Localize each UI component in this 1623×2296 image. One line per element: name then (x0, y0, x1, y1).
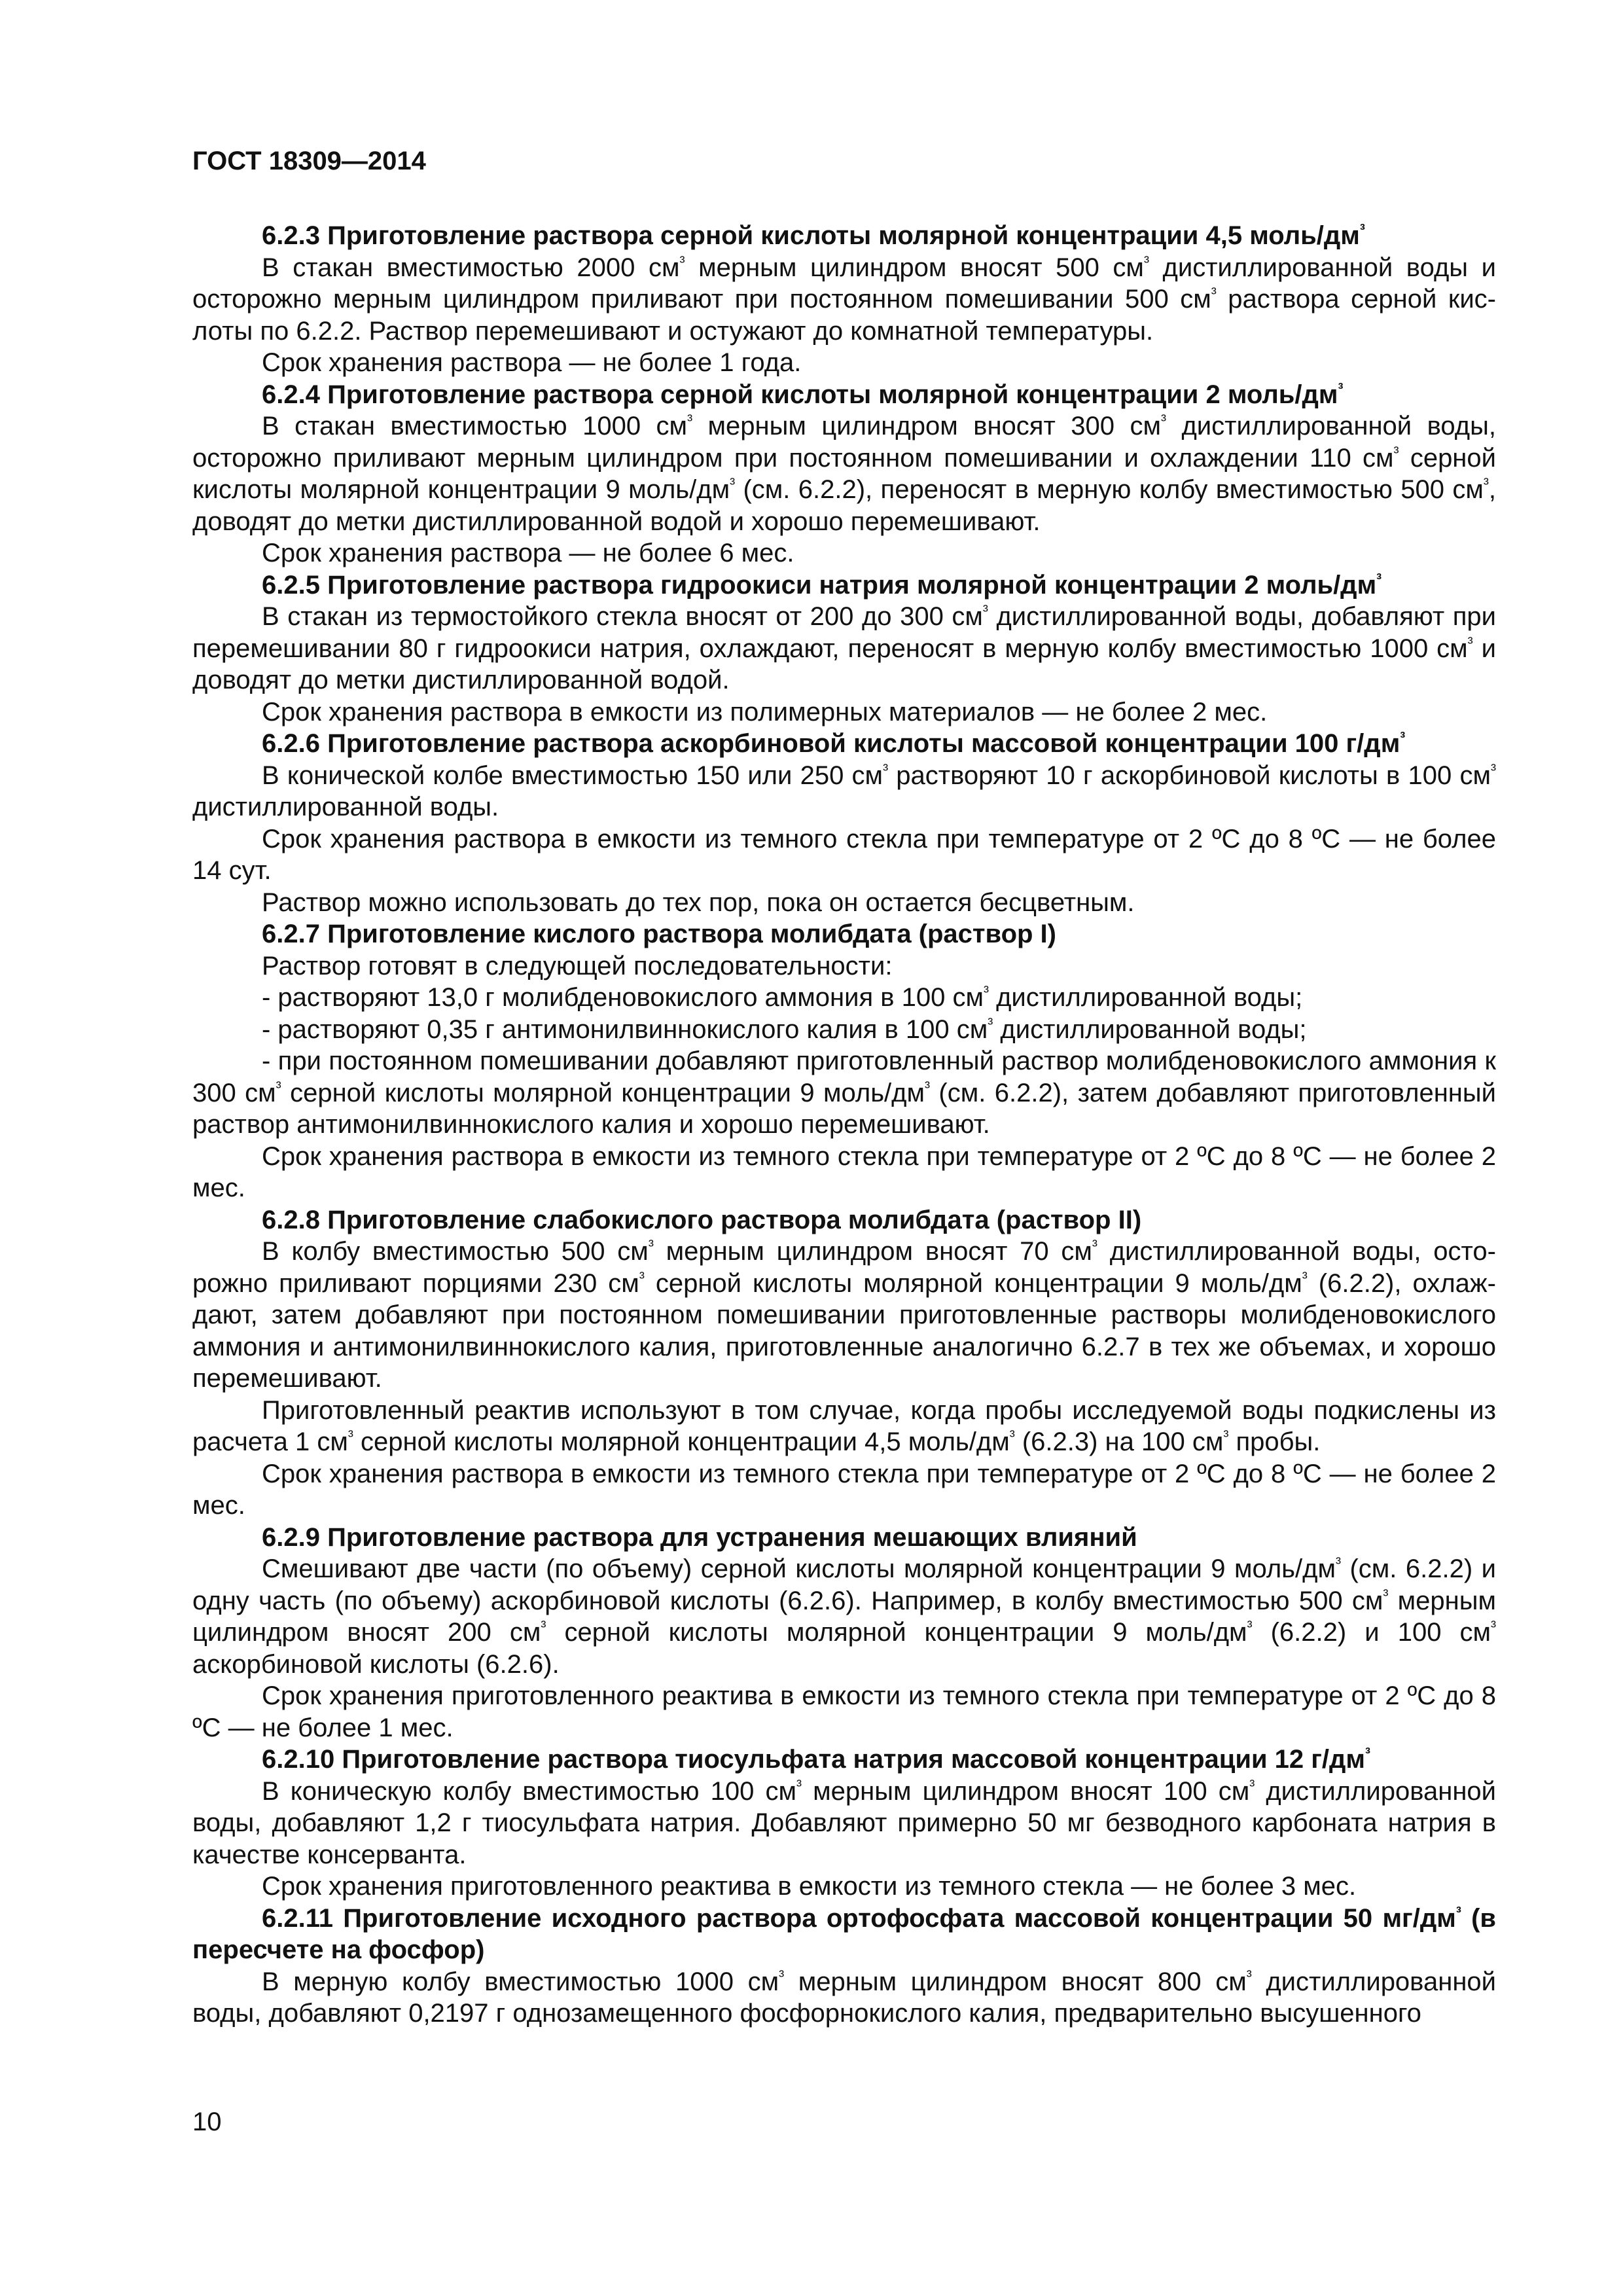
section-heading: 6.2.8 Приготовление слабокислого раствора молибдата (раствор II) (262, 1205, 1142, 1234)
document-body (192, 220, 1496, 2030)
paragraph: Раствор можно использовать до тех пор, пока он остается бесцветным. (262, 888, 1135, 917)
paragraph: Срок хранения раствора в емкости из темного стекла при температуре от 2 ºС до 8 ºС — не более 14 сут. (192, 824, 1496, 885)
paragraph: В стакан вместимостью 1000 $см^{^3}$ мерным цилиндром вносят 300 $см^{^3}$ дистиллированной воды, осторожно приливают мерным цилиндром при постоянном помешивании и охлаждении 110 $см^{^3}$ серной кислоты молярной концентрации 9 моль/$дм^{^3}$ (см. 6.2.2), переносят в мерную колбу вместимостью 500 $см^{^3}$, доводят до метки дистиллированной водой и хорошо перемешивают. (192, 412, 1497, 536)
section-heading: 6.2.9 Приготовление раствора для устранения мешающих влияний (262, 1522, 1137, 1552)
section-6-2-5 (192, 569, 1496, 728)
list-item: - растворяют 0,35 г антимонилвиннокислого калия в 100 $см^{^3}$ дистиллированной воды; (262, 1014, 1307, 1044)
paragraph: Срок хранения раствора — не более 6 мес. (262, 539, 794, 567)
paragraph: В стакан вместимостью 2000 $см^{^3}$ мерным цилиндром вносят 500 $см^{^3}$ дистиллированной воды и осторожно мерным цилиндром приливают при постоянном помешивании 500 $см^{^3}$ раствора серной кислоты по 6.2.2. Раствор перемешивают и остужают до комнатной температуры. (192, 253, 1496, 346)
paragraph: В мерную колбу вместимостью 1000 $см^{^3}$ мерным цилиндром вносят 800 $см^{^3}$ дистиллированной воды, добавляют 0,2197 г однозамещенного фосфорнокислого калия, предварительно высушенного (192, 1967, 1496, 2028)
section-heading: 6.2.6 Приготовление раствора аскорбиновой кислоты массовой концентрации 100 $г/дм^{^3}$ (262, 729, 1406, 758)
paragraph: Раствор готовят в следующей последовательности: (262, 951, 893, 980)
section-6-2-11 (192, 1903, 1496, 2030)
paragraph: В коническую колбу вместимостью 100 $см^{^3}$ мерным цилиндром вносят 100 $см^{^3}$ дистиллированной воды, добавляют 1,2 г тиосульфата натрия. Добавляют примерно 50 мг безводного карбоната натрия в качестве консерванта. (192, 1776, 1497, 1869)
section-heading: 6.2.3 Приготовление раствора серной кислоты молярной концентрации 4,5 моль/$дм^{^3}$ (262, 221, 1365, 250)
section-6-2-8 (192, 1204, 1496, 1522)
paragraph: Срок хранения приготовленного реактива в емкости из темного стекла — не более 3 мес. (262, 1872, 1357, 1901)
section-6-2-6 (192, 728, 1496, 918)
paragraph: Срок хранения раствора в емкости из темного стекла при температуре от 2 ºС до 8 ºС — не более 2 мес. (192, 1141, 1496, 1202)
section-heading: 6.2.11 Приготовление исходного раствора ортофосфата массовой концентрации 50 $мг/дм^{^3}$ (в пересчете на фосфор) (192, 1903, 1497, 1964)
paragraph: Смешивают две части (по объему) серной кислоты молярной концентрации 9 моль/$дм^{^3}$ (см. 6.2.2) и одну часть (по объему) аскорбиновой кислоты (6.2.6). Например, в колбу вместимостью 500 $см^{^3}$ мерным цилиндром вносят 200 $см^{^3}$ серной кислоты молярной концентрации 9 моль/$дм^{^3}$ (6.2.2) и 100 $см^{^3}$ аскорбиновой кислоты (6.2.6). (192, 1554, 1497, 1679)
paragraph: Срок хранения раствора в емкости из полимерных материалов — не более 2 мес. (262, 697, 1268, 726)
section-heading: 6.2.5 Приготовление раствора гидроокиси натрия молярной концентрации 2 моль/$дм^{^3}$ (262, 570, 1382, 600)
document-header: ГОСТ 18309—2014 (192, 147, 426, 175)
paragraph: В колбу вместимостью 500 $см^{^3}$ мерным цилиндром вносят 70 $см^{^3}$ дистиллированной воды, осторожно приливают порциями 230 $см^{^3}$ серной кислоты молярной концентрации 9 моль/$дм^{^3}$ (6.2.2), охлаждают, затем добавляют при постоянном помешивании приготовленные растворы молибденовокислого аммония и антимонилвиннокислого калия, приготовленные аналогично 6.2.7 в тех же объемах, и хорошо перемешивают. (192, 1237, 1496, 1393)
section-6-2-10 (192, 1744, 1496, 1903)
section-6-2-3 (192, 220, 1496, 379)
list-item: - растворяют 13,0 г молибденовокислого аммония в 100 $см^{^3}$ дистиллированной воды; (262, 983, 1303, 1012)
paragraph: Срок хранения раствора в емкости из темного стекла при температуре от 2 ºС до 8 ºС — не более 2 мес. (192, 1459, 1496, 1520)
paragraph: В стакан из термостойкого стекла вносят от 200 до 300 $см^{^3}$ дистиллированной воды, добавляют при перемешивании 80 г гидроокиси натрия, охлаждают, переносят в мерную колбу вместимостью 1000 $см^{^3}$ и доводят до метки дистиллированной водой. (192, 602, 1496, 694)
page-number: 10 (192, 2108, 222, 2136)
section-6-2-7 (192, 918, 1496, 1204)
section-heading: 6.2.4 Приготовление раствора серной кислоты молярной концентрации 2 моль/$дм^{^3}$ (262, 380, 1344, 409)
section-heading: 6.2.7 Приготовление кислого раствора молибдата (раствор I) (262, 920, 1056, 948)
section-heading: 6.2.10 Приготовление раствора тиосульфата натрия массовой концентрации 12 $г/дм^{^3}$ (262, 1745, 1371, 1774)
paragraph: В конической колбе вместимостью 150 или 250 $см^{^3}$ растворяют 10 г аскорбиновой кислоты в 100 $см^{^3}$ дистиллированной воды. (192, 761, 1496, 821)
list-item: - при постоянном помешивании добавляют приготовленный раствор молибденовокислого аммония к 300 $см^{^3}$ серной кислоты молярной концентрации 9 моль/$дм^{^3}$ (см. 6.2.2), затем добавляют приготовленный раствор антимонилвиннокислого калия и хорошо перемешивают. (192, 1047, 1496, 1139)
paragraph: Срок хранения раствора — не более 1 года. (262, 348, 802, 377)
section-6-2-9 (192, 1522, 1496, 1744)
paragraph: Срок хранения приготовленного реактива в емкости из темного стекла при температуре от 2 ºС до 8 ºС — не более 1 мес. (192, 1681, 1496, 1742)
section-6-2-4 (192, 379, 1496, 569)
paragraph: Приготовленный реактив используют в том случае, когда пробы исследуемой воды подкислены из расчета 1 $см^{^3}$ серной кислоты молярной концентрации 4,5 моль/$дм^{^3}$ (6.2.3) на 100 $см^{^3}$ пробы. (192, 1395, 1496, 1456)
